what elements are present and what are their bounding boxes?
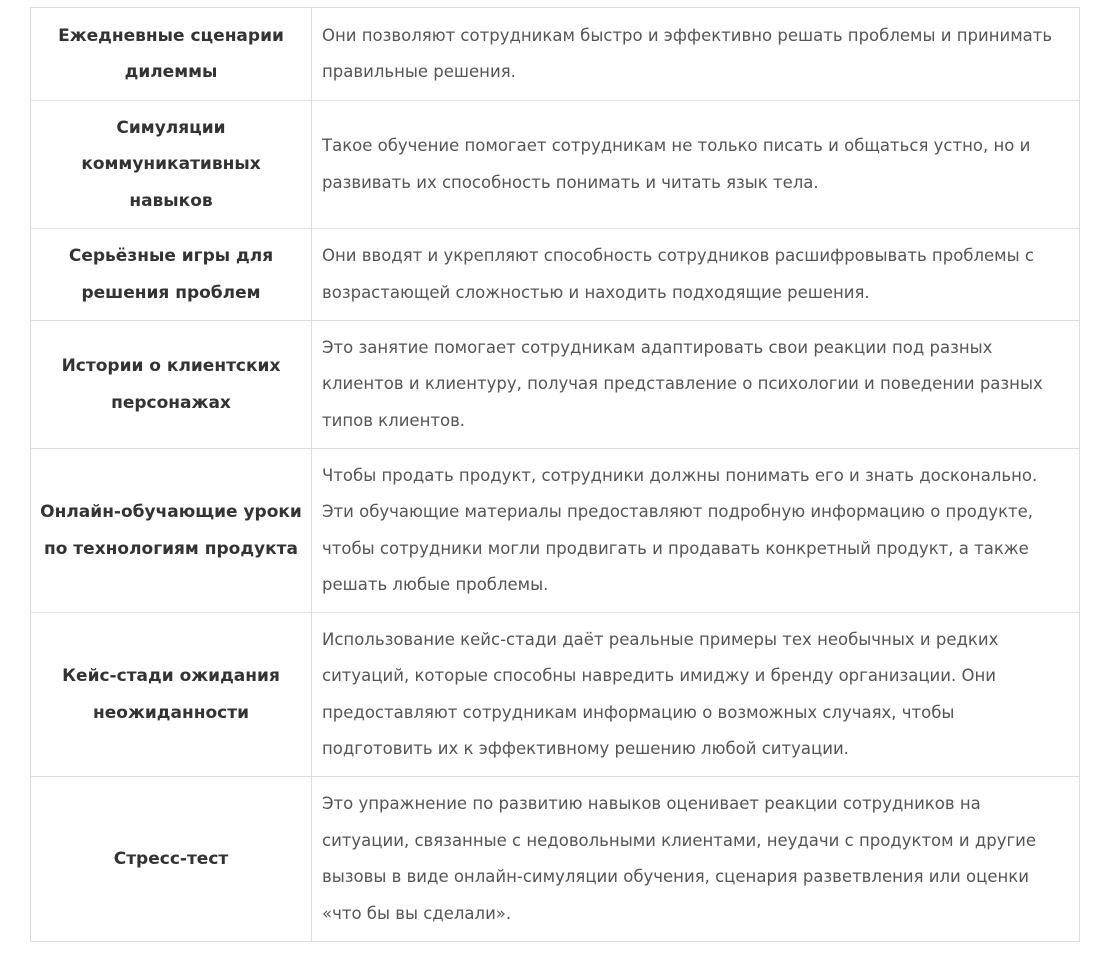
method-title: Стресс-тест (31, 777, 312, 942)
table-row (31, 777, 1080, 942)
table-row (31, 321, 1080, 449)
method-title: Серьёзные игры для решения проблем (31, 229, 312, 321)
method-title: Ежедневные сценарии дилеммы (31, 8, 312, 101)
method-title: Симуляции коммуникативных навыков (31, 101, 312, 229)
method-description: Это занятие помогает сотрудникам адаптировать свои реакции под разных клиентов и клиентуру, получая представление о психологии и поведении разных типов клиентов. (312, 321, 1080, 449)
table-row (31, 229, 1080, 321)
method-title: Онлайн-обучающие уроки по технологиям продукта (31, 449, 312, 613)
training-methods-table (30, 7, 1080, 942)
method-description: Чтобы продать продукт, сотрудники должны понимать его и знать досконально. Эти обучающие материалы предоставляют подробную информацию о продукте, чтобы сотрудники могли продвигать и продавать конкретный продукт, а также решать любые проблемы. (312, 449, 1080, 613)
method-description: Такое обучение помогает сотрудникам не только писать и общаться устно, но и развивать их способность понимать и читать язык тела. (312, 101, 1080, 229)
method-description: Они вводят и укрепляют способность сотрудников расшифровывать проблемы с возрастающей сложностью и находить подходящие решения. (312, 229, 1080, 321)
table-row (31, 101, 1080, 229)
method-title: Кейс-стади ожидания неожиданности (31, 613, 312, 777)
table-row (31, 613, 1080, 777)
method-description: Это упражнение по развитию навыков оценивает реакции сотрудников на ситуации, связанные с недовольными клиентами, неудачи с продуктом и другие вызовы в виде онлайн-симуляции обучения, сценария разветвления или оценки «что бы вы сделали». (312, 777, 1080, 942)
method-description: Они позволяют сотрудникам быстро и эффективно решать проблемы и принимать правильные решения. (312, 8, 1080, 101)
table-row (31, 449, 1080, 613)
table-row (31, 8, 1080, 101)
method-description: Использование кейс-стади даёт реальные примеры тех необычных и редких ситуаций, которые способны навредить имиджу и бренду организации. Они предоставляют сотрудникам информацию о возможных случаях, чтобы подготовить их к эффективному решению любой ситуации. (312, 613, 1080, 777)
method-title: Истории о клиентских персонажах (31, 321, 312, 449)
